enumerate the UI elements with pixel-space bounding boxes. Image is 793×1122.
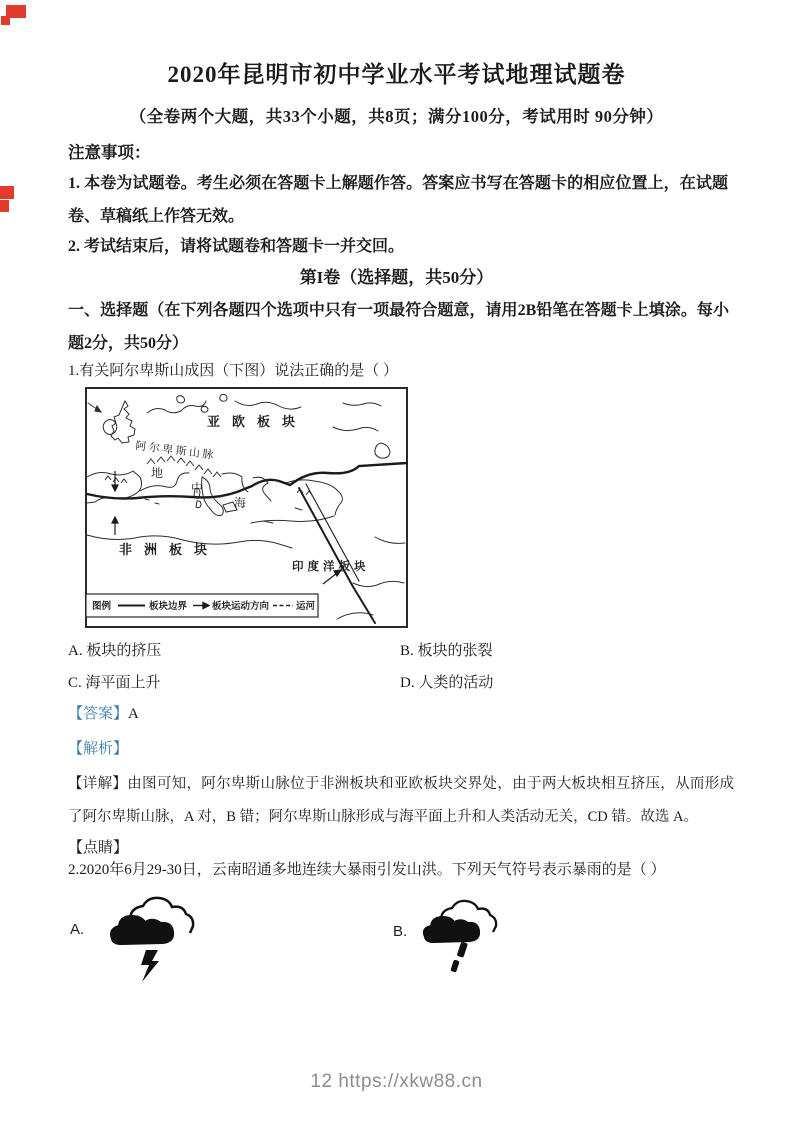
map-label-sea-char-2: 中 <box>191 481 204 495</box>
map-label-sea-char-1: 地 <box>151 466 164 480</box>
map-label-eurasian-plate: 亚欧板块 <box>207 414 308 429</box>
rain-streak-lower <box>450 959 459 972</box>
red-annotation-mark <box>0 200 9 212</box>
question-2-text: 2.2020年6月29-30日，云南昭通多地连续大暴雨引发山洪。下列天气符号表示暴雨的是（ ） <box>68 862 666 878</box>
page-footer-url: 12 https://xkw88.cn <box>310 1071 483 1092</box>
notice-item-1: 1. 本卷为试题卷。考生必须在答题卡上解题作答。答案应书写在答题卡的相应位置上，在试题卷、草稿纸上作答无效。 <box>68 175 728 225</box>
map-label-alps: 阿尔卑斯山脉 <box>134 440 217 462</box>
question-1-option-a: A. 板块的挤压 <box>68 643 162 659</box>
legend-title: 图例 <box>92 602 112 612</box>
question-1-option-c: C. 海平面上升 <box>68 675 161 691</box>
question-2-option-a-label: A. <box>70 921 85 938</box>
notice-heading: 注意事项： <box>68 143 151 162</box>
map-label-african-plate: 非洲板块 <box>119 542 220 557</box>
legend-direction-label: 板块运动方向 <box>212 602 270 612</box>
section-1-directions: 一、选择题（在下列各题四个选项中只有一项最符合题意，请用2B铅笔在答题卡上填涂。每小题2分，共50分） <box>68 302 729 352</box>
section-1-title: 第I卷（选择题，共50分） <box>299 268 494 287</box>
legend-boundary-label: 板块边界 <box>149 602 188 612</box>
question-1-option-d: D. 人类的活动 <box>400 675 494 691</box>
analysis-label: 【解析】 <box>68 741 129 757</box>
legend-canal-label: 运河 <box>296 602 316 612</box>
lightning-bolt <box>141 950 159 982</box>
notice-item-2: 2. 考试结束后，请将试题卷和答题卡一并交回。 <box>68 238 405 255</box>
question-1-option-b: B. 板块的张裂 <box>400 643 493 659</box>
heavy-rain-weather-icon <box>415 896 507 978</box>
tectonic-plates-map-figure <box>85 387 408 628</box>
map-label-sea-char-3: 海 <box>234 496 247 510</box>
answer-line <box>68 702 139 723</box>
answer-label: 【答案】 <box>68 706 129 722</box>
detail-explanation: 【详解】由图可知，阿尔卑斯山脉位于非洲板块和亚欧板块交界处，由于两大板块相互挤压，从而形成了阿尔卑斯山脉，A 对，B 错；阿尔卑斯山脉形成与海平面上升和人类活动无关，CD 错。故选 A。 <box>68 776 734 825</box>
red-annotation-mark <box>1 16 10 25</box>
red-annotation-mark <box>0 186 14 199</box>
map-label-indian-ocean-plate: 印度洋板块 <box>292 561 370 573</box>
question-2-option-b-label: B. <box>393 923 408 940</box>
thunderstorm-weather-icon <box>100 890 200 990</box>
tip-label: 【点睛】 <box>68 840 129 856</box>
map-legend <box>86 594 318 617</box>
question-1-text: 1.有关阿尔卑斯山成因（下图）说法正确的是（ ） <box>68 363 399 379</box>
page-title: 2020年昆明市初中学业水平考试地理试题卷 <box>167 62 626 87</box>
page-subtitle: （全卷两个大题，共33个小题，共8页；满分100分，考试用时 90分钟） <box>129 107 664 126</box>
rain-streak-upper <box>457 941 468 957</box>
answer-value: A <box>128 706 139 722</box>
